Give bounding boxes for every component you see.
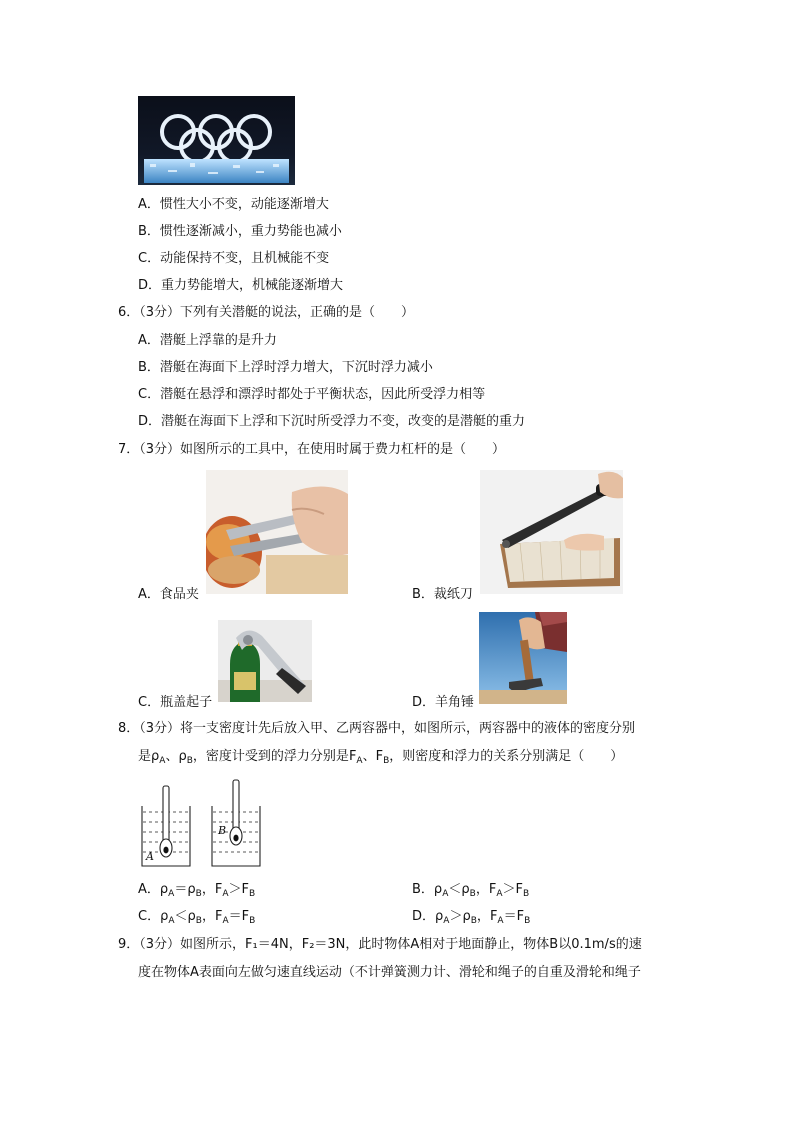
q9-line2: 度在物体A表面向左做匀速直线运动（不计弹簧测力计、滑轮和绳子的自重及滑轮和绳子 bbox=[138, 965, 641, 980]
f-a: $F_A$ bbox=[348, 749, 363, 766]
q6-option-c: C．潜艇在悬浮和漂浮时都处于平衡状态，因此所受浮力相等 bbox=[138, 387, 486, 402]
q8-option-b: B．$\rho_A<\rho_B$，$F_A>F_B$ bbox=[412, 882, 530, 899]
q8-option-a: A．$\rho_A=\rho_B$，$F_A>F_B$ bbox=[138, 882, 256, 899]
q7-stem: 7．（3分）如图所示的工具中，在使用时属于费力杠杆的是（ ） bbox=[118, 442, 506, 457]
sep: 、 bbox=[165, 749, 179, 764]
q6-option-b: B．潜艇在海面下上浮时浮力增大，下沉时浮力减小 bbox=[138, 360, 433, 375]
q5-option-b: B．惯性逐渐减小，重力势能也减小 bbox=[138, 224, 342, 239]
bottle-opener-photo bbox=[218, 620, 312, 702]
q8-stem-line1: 8．（3分）将一支密度计先后放入甲、乙两容器中，如图所示，两容器中的液体的密度分别 bbox=[118, 721, 636, 736]
paper-cutter-photo bbox=[480, 470, 623, 594]
q6-stem: 6．（3分）下列有关潜艇的说法，正确的是（ ） bbox=[118, 305, 415, 320]
q8-mid: ，密度计受到的浮力分别是 bbox=[192, 749, 349, 764]
q7-option-a: A．食品夹 bbox=[138, 587, 199, 602]
q7-option-b: B．裁纸刀 bbox=[412, 587, 473, 602]
q6-option-a: A．潜艇上浮靠的是升力 bbox=[138, 333, 277, 348]
q7-option-d: D．羊角锤 bbox=[412, 695, 475, 710]
f-b: $F_B$ bbox=[375, 749, 390, 766]
q9-line1: 9．（3分）如图所示，F₁＝4N，F₂＝3N，此时物体A相对于地面静止，物体B以0.1m/s的速 bbox=[118, 937, 642, 952]
q8-option-d: D．$\rho_A>\rho_B$，$F_A=F_B$ bbox=[412, 909, 531, 926]
q8-stem-line2 bbox=[138, 748, 623, 770]
q5-option-d: D．重力势能增大，机械能逐渐增大 bbox=[138, 278, 344, 293]
q8-option-c: C．$\rho_A<\rho_B$，$F_A=F_B$ bbox=[138, 909, 256, 926]
q5-option-a: A．惯性大小不变，动能逐渐增大 bbox=[138, 197, 329, 212]
q8-prefix: 是 bbox=[138, 749, 152, 764]
food-tongs-photo bbox=[206, 470, 348, 594]
hydrometer-diagram bbox=[138, 778, 268, 868]
rho-a: $\rho_A$ bbox=[151, 749, 166, 766]
q6-option-d: D．潜艇在海面下上浮和下沉时所受浮力不变，改变的是潜艇的重力 bbox=[138, 414, 526, 429]
q7-option-c: C．瓶盖起子 bbox=[138, 695, 213, 710]
olympic-rings-photo bbox=[138, 96, 295, 185]
q8-suffix: ，则密度和浮力的关系分别满足（ ） bbox=[389, 749, 624, 764]
label-b: B bbox=[218, 824, 227, 837]
q5-option-c: C．动能保持不变，且机械能不变 bbox=[138, 251, 330, 266]
sep: 、 bbox=[362, 749, 376, 764]
claw-hammer-photo bbox=[479, 612, 567, 704]
rho-b: $\rho_B$ bbox=[178, 749, 193, 766]
label-a: A bbox=[146, 850, 154, 863]
